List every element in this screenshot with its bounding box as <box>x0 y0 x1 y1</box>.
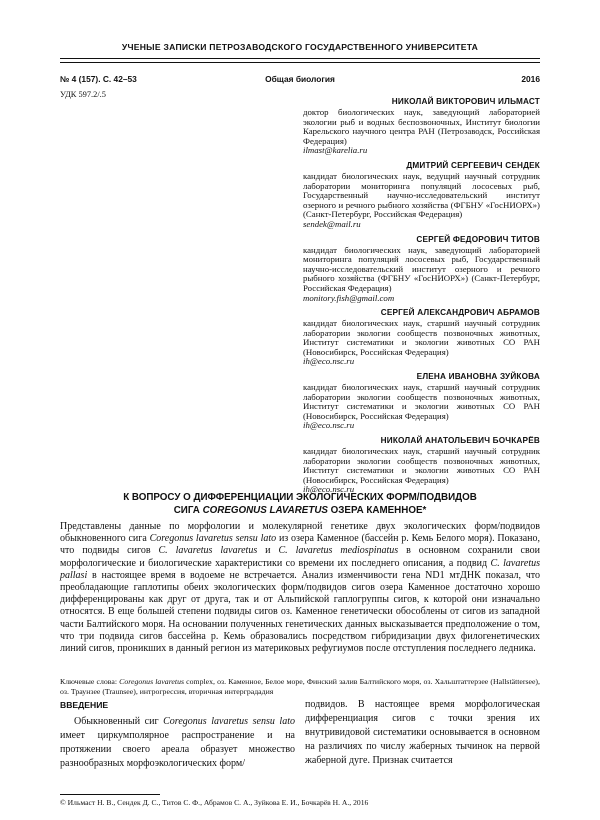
keywords-label: Ключевые слова: <box>60 677 120 686</box>
intro-paragraph: Обыкновенный сиг Coregonus lavaretus sensu lato имеет циркумполярное распространение и на протяжении своего ареала образует множество разнообразных морфоэкологических форм/ <box>60 716 295 769</box>
author-name: НИКОЛАЙ ВИКТОРОВИЧ ИЛЬМАСТ <box>391 97 540 106</box>
header-rule-thick <box>60 58 540 59</box>
author-affiliation: кандидат биологических наук, старший научный сотрудник лаборатории экологии сообществ позвоночных животных, Институт систематики и экологии животных СО РАН (Новосибирск, Российская Федерация) <box>303 446 540 485</box>
article-title-line2: СИГА COREGONUS LAVARETUS ОЗЕРА КАМЕННОЕ* <box>173 505 427 516</box>
author-affiliation: кандидат биологических наук, заведующий лабораторией мониторинга популяций лососевых рыб, Государственный научно-исследовательский институт озерного и речного рыбного хозяйства (ФГБНУ «ГосНИОРХ») (Санкт-Петербург, Российская Федерация) <box>303 244 540 293</box>
issue-number: № 4 (157). С. 42–53 <box>60 74 137 84</box>
author-name: ДМИТРИЙ СЕРГЕЕВИЧ СЕНДЕК <box>406 160 540 170</box>
author-email[interactable]: ih@eco.nsc.ru <box>303 356 355 367</box>
author-name: НИКОЛАЙ АНАТОЛЬЕВИЧ БОЧКАРЁВ <box>380 436 540 446</box>
footer-rule <box>60 794 160 795</box>
intro-column-left <box>60 698 295 771</box>
author-email[interactable]: ilmast@karelia.ru <box>303 145 368 156</box>
abstract: Представлены данные по морфологии и молекулярной генетике двух экологических форм/подвидов обыкновенного сига Coregonus lavaretus sensu lato из озера Каменное (бассейн р. Кемь Белого моря). Показано, что подвиды сигов C. lavaretus lavaretus и C. lavaretus mediospinatus в основном сохранили свои морфологические и биологические характеристики со времени их последнего описания, а подвид C. lavaretus pallasi в настоящее время в водоеме не встречается. Анализ изменчивости гена ND1 мтДНК показал, что преобладающие гаплотипы обеих экологических форм/подвидов сигов озера Каменное достаточно хорошо дифференцированы как друг от друга, так и от Альпийской гаплогруппы сигов, к которой они изначально относятся. В еще большей степени подвиды сигов оз. Каменное генетически обособлены от сигов из западной части Балтийского моря. На основании полученных генетических данных высказывается предположение о том, что три подвида сигов бассейна р. Кемь образовались посредством гибридизации двух филогенетических линий сигов, проникших в данный регион из материковых рефугиумов после отступления последнего ледника. <box>60 521 540 655</box>
article-title <box>60 491 540 517</box>
header-rule-thin <box>60 62 540 63</box>
author-affiliation: кандидат биологических наук, старший научный сотрудник лаборатории экологии сообществ позвоночных животных, Институт систематики и экологии животных СО РАН (Новосибирск, Российская Федерация) <box>303 382 540 421</box>
species-name: C. lavaretus lavaretus <box>158 545 258 557</box>
author-name: ЕЛЕНА ИВАНОВНА ЗУЙКОВА <box>416 372 540 382</box>
author-email[interactable]: ih@eco.nsc.ru <box>303 420 355 431</box>
author-email[interactable]: sendek@mail.ru <box>303 218 361 229</box>
author-affiliation: кандидат биологических наук, ведущий научный сотрудник лаборатории мониторинга популяций лососевых рыб, Государственный научно-исследовательский институт озерного и речного рыбного хозяйства (ФГБНУ «ГосНИОРХ») (Санкт-Петербург, Российская Федерация) <box>303 170 540 220</box>
article-title-line1: К ВОПРОСУ О ДИФФЕРЕНЦИАЦИИ ЭКОЛОГИЧЕСКИХ ФОРМ/ПОДВИДОВ <box>123 492 477 503</box>
species-name: C. lavaretus mediospinatus <box>278 545 399 557</box>
species-name: C. lavaretus pallasi <box>60 557 540 581</box>
author-name: СЕРГЕЙ АЛЕКСАНДРОВИЧ АБРАМОВ <box>380 308 540 318</box>
species-name: Coregonus lavaretus sensu lato <box>163 716 295 727</box>
author-block <box>303 161 540 230</box>
section-heading: ВВЕДЕНИЕ <box>60 700 109 710</box>
author-email[interactable]: ih@eco.nsc.ru <box>303 484 355 495</box>
issue-year: 2016 <box>521 74 540 84</box>
copyright: © Ильмаст Н. В., Сендек Д. С., Титов С. Ф., Абрамов С. А., Зуйкова Е. И., Бочкарёв Н. А., 2016 <box>60 798 369 807</box>
author-list <box>303 97 540 500</box>
species-name: Coregonus lavaretus <box>119 677 184 686</box>
section-name: Общая биология <box>265 74 335 84</box>
journal-title: УЧЕНЫЕ ЗАПИСКИ ПЕТРОЗАВОДСКОГО ГОСУДАРСТВЕННОГО УНИВЕРСИТЕТА <box>121 42 479 52</box>
author-affiliation: кандидат биологических наук, старший научный сотрудник лаборатории экологии сообществ позвоночных животных, Институт систематики и экологии животных СО РАН (Новосибирск, Российская Федерация) <box>303 318 540 357</box>
author-email[interactable]: monitory.fish@gmail.com <box>303 292 395 303</box>
author-block <box>303 235 540 304</box>
author-block <box>303 372 540 431</box>
title-species: COREGONUS LAVARETUS <box>202 505 328 516</box>
intro-paragraph-continued: подвидов. В настоящее время морфологическая дифференциация сигов с точки зрения их внутривидовой систематики основывается в основном на различиях по числу жаберных тычинок на первой жаберной дуге. Признак считается <box>305 699 540 766</box>
author-affiliation: доктор биологических наук, заведующий лабораторией экологии рыб и водных беспозвоночных, Институт биологии Карельского научного центра РАН (Петрозаводск, Российская Федерация) <box>303 107 540 146</box>
author-block <box>303 308 540 367</box>
udk-code: УДК 597.2/.5 <box>60 90 106 99</box>
author-block <box>303 436 540 495</box>
author-name: СЕРГЕЙ ФЕДОРОВИЧ ТИТОВ <box>416 234 540 244</box>
intro-column-right <box>305 698 540 768</box>
keywords: Ключевые слова: Coregonus lavaretus complex, оз. Каменное, Белое море, Финский залив Балтийского моря, оз. Хальштаттерзее (Hallstättersee), оз. Траунзее (Traunsee), интрогрессия, вторичная интерградадия <box>60 677 540 696</box>
species-name: Coregonus lavaretus sensu lato <box>149 533 277 545</box>
author-block <box>303 97 540 156</box>
